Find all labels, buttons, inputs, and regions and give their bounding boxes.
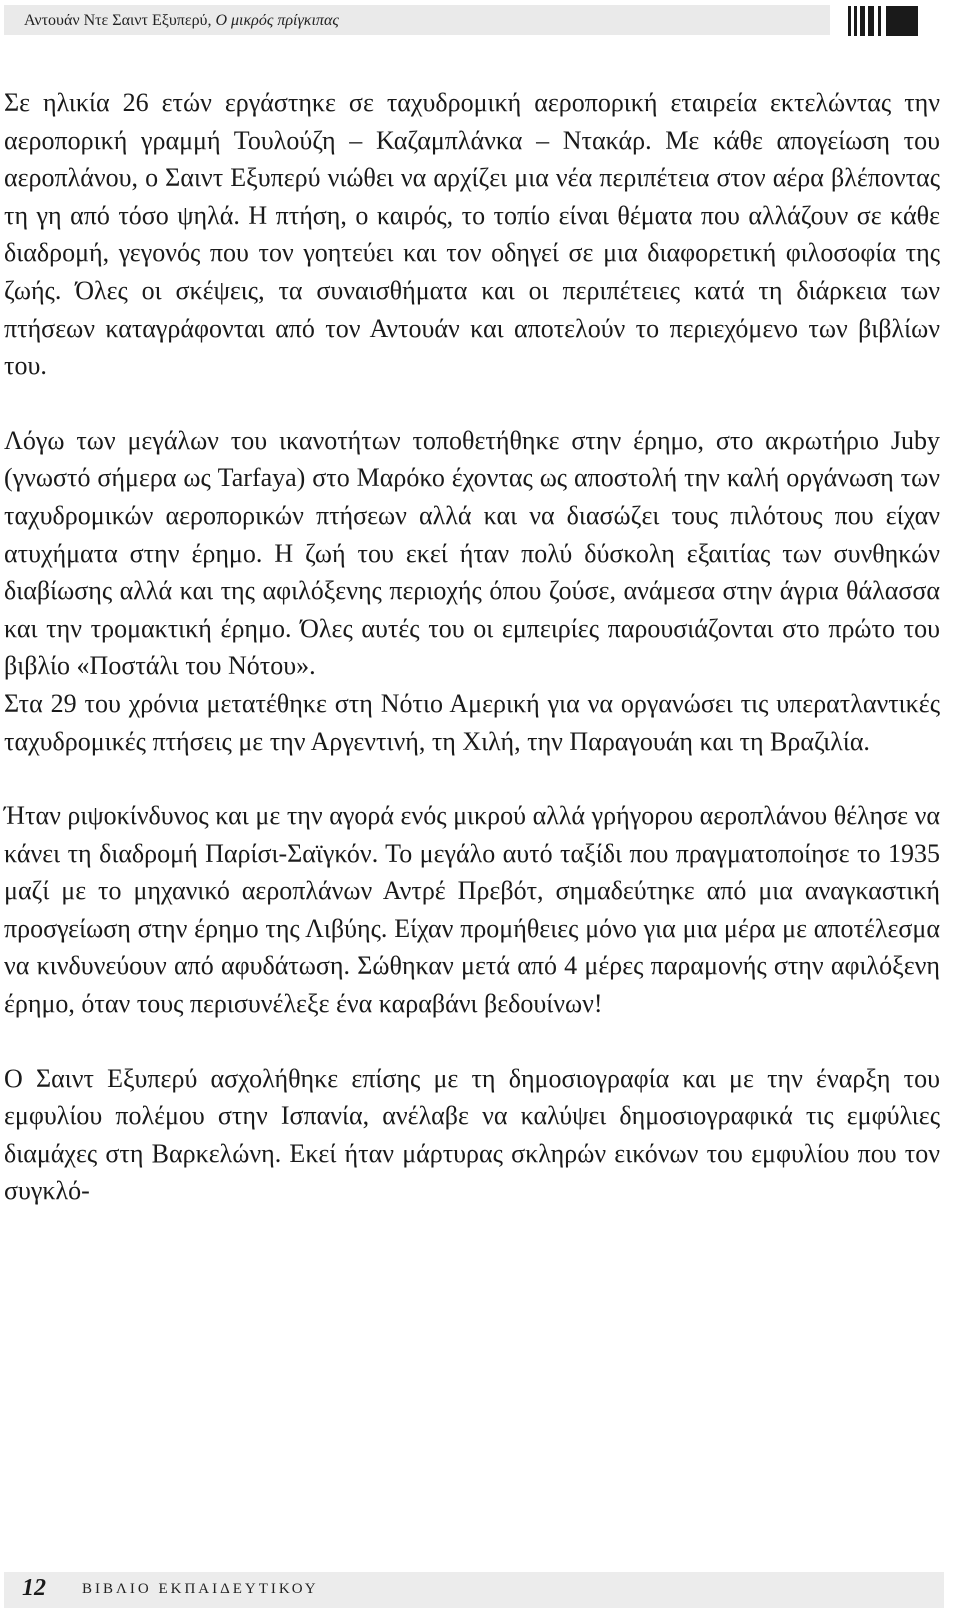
running-header-title — [24, 12, 339, 30]
paragraph: Σε ηλικία 26 ετών εργάστηκε σε ταχυδρομική αεροπορική εταιρεία εκτελώντας την αεροπορική γραμμή Τουλούζη – Καζαμπλάνκα – Ντακάρ. Με κάθε απογείωση του αεροπλάνου, ο Σαιντ Εξυπερύ νιώθει να αρχίζει μια νέα περιπέτεια στον αέρα βλέποντας τη γη από τόσο ψηλά. Η πτήση, ο καιρός, το τοπίο είναι θέματα που αλλάζουν σε κάθε διαδρομή, γεγονός που τον γοητεύει και τον οδηγεί σε μια διαφορετική φιλοσοφία της ζωής. Όλες οι σκέψεις, τα συναισθήματα και οι περιπέτειες κατά τη διάρκεια των πτήσεων καταγράφονται από τον Αντουάν και αποτελούν το περιεχόμενο των βιβλίων του. — [4, 88, 940, 381]
running-header — [4, 5, 830, 35]
header-book-title: Ο μικρός πρίγκιπας — [215, 12, 339, 29]
paragraph: Ο Σαιντ Εξυπερύ ασχολήθηκε επίσης με τη δημοσιογραφία και με την έναρξη του εμφυλίου πολέμου στην Ισπανία, ανέλαβε να καλύψει δημοσιογραφικά τις εμφύλιες διαμάχες στη Βαρκελώνη. Εκεί ήταν μάρτυρας σκληρών εικόνων του εμφυλίου που τον συγκλό- — [4, 1063, 940, 1206]
header-ornament-icon — [848, 6, 936, 36]
footer-label: ΒΙΒΛΙΟ ΕΚΠΑΙΔΕΥΤΙΚΟΥ — [82, 1581, 319, 1597]
page-body — [4, 84, 940, 1210]
page-footer — [4, 1572, 944, 1608]
paragraph: Λόγω των μεγάλων του ικανοτήτων τοποθετήθηκε στην έρημο, στο ακρωτήριο Juby (γνωστό σήμερα ως Tarfaya) στο Μαρόκο έχοντας ως αποστολή την καλή οργάνωση των ταχυδρομικών αεροπορικών πτήσεων αλλά και να διασώζει τους πιλότους που είχαν ατυχήματα στην έρημο. Η ζωή του εκεί ήταν πολύ δύσκολη εξαιτίας των συνθηκών διαβίωσης αλλά και της αφιλόξενης περιοχής όπου ζούσε, ανάμεσα στην άγρια θάλασσα και την τρομακτική έρημο. Όλες αυτές του οι εμπειρίες παρουσιάζονται στο πρώτο του βιβλίο «Ποστάλι του Νότου». — [4, 425, 940, 681]
paragraph: Στα 29 του χρόνια μετατέθηκε στη Νότιο Αμερική για να οργανώσει τις υπερατλαντικές ταχυδρομικές πτήσεις με την Αργεντινή, τη Χιλή, την Παραγουάη και τη Βραζιλία. — [4, 688, 940, 756]
header-author: Αντουάν Ντε Σαιντ Εξυπερύ, — [24, 12, 212, 29]
page-number: 12 — [22, 1575, 46, 1601]
paragraph: Ήταν ριψοκίνδυνος και με την αγορά ενός μικρού αλλά γρήγορου αεροπλάνου θέλησε να κάνει τη διαδρομή Παρίσι-Σαϊγκόν. Το μεγάλο αυτό ταξίδι που πραγματοποίησε το 1935 μαζί με το μηχανικό αεροπλάνων Αντρέ Πρεβότ, σημαδεύτηκε από μια αναγκαστική προσγείωση στην έρημο της Λιβύης. Είχαν προμήθειες μόνο για μια μέρα με αποτέλεσμα να κινδυνεύουν από αφυδάτωση. Σώθηκαν μετά από 4 μέρες παραμονής στην αφιλόξενη έρημο, όταν τους περισυνέλεξε ένα καραβάνι βεδουίνων! — [4, 801, 940, 1019]
